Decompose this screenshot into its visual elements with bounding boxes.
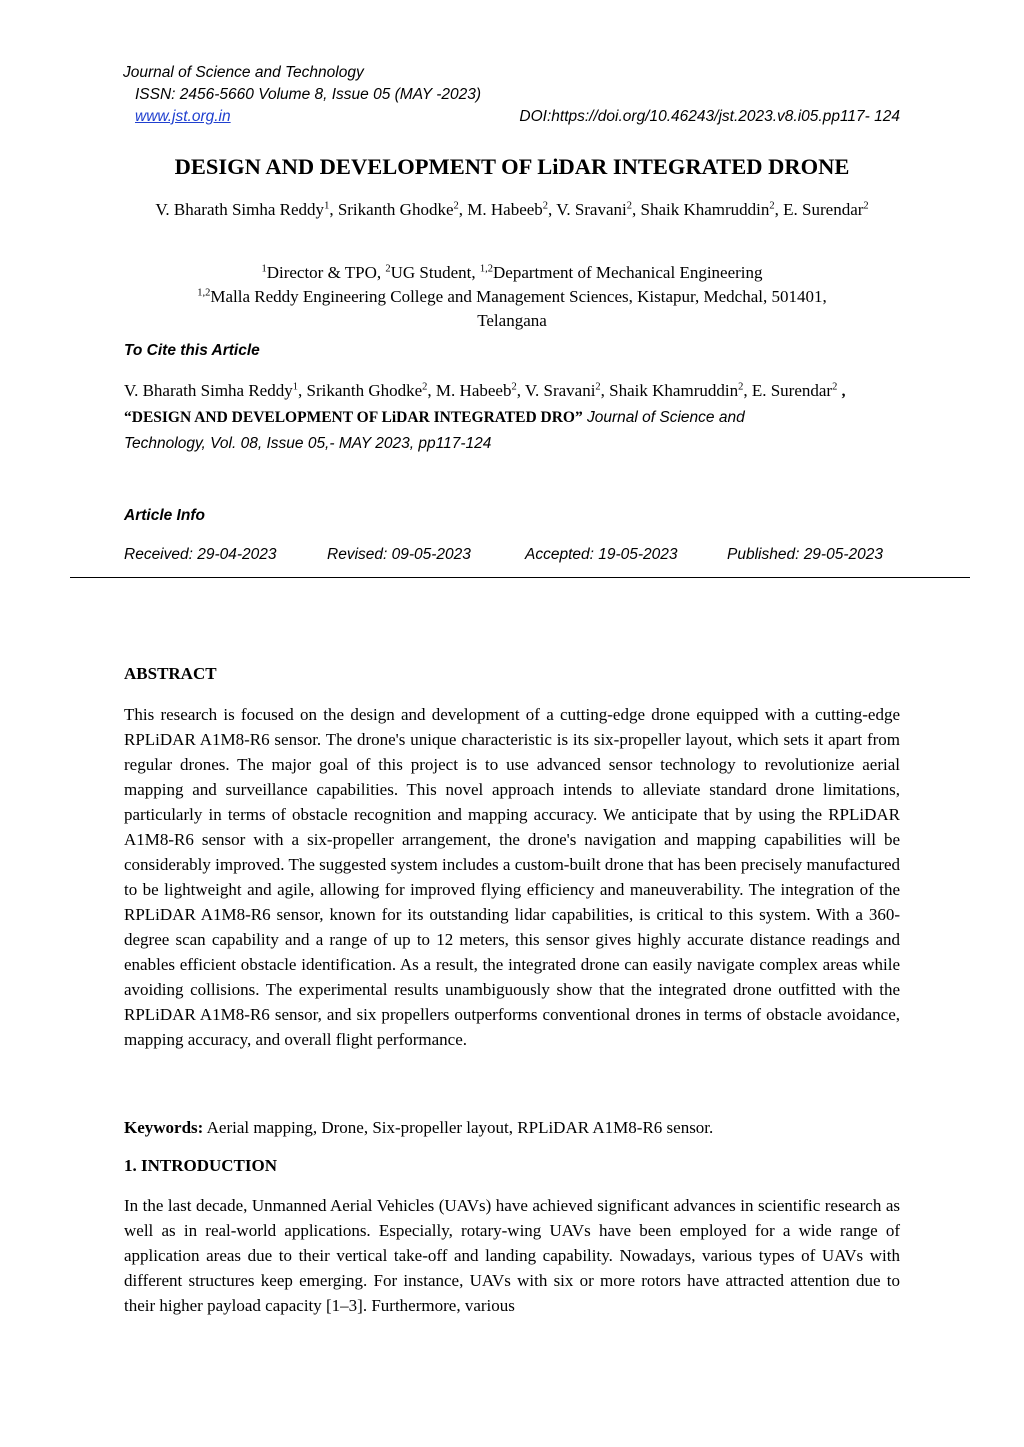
introduction-text: In the last decade, Unmanned Aerial Vehicles (UAVs) have achieved significant advances in scientific research as well as in real-world applications. Especially, rotary-wing UAVs have been employed for a wide range of application areas due to their vertical take-off and landing capability. Nowadays, various types of UAVs with different structures keep emerging. For instance, UAVs with six or more rotors have attracted attention due to their higher payload capacity [1–3]. Furthermore, various <box>124 1196 900 1315</box>
author-sup: 2 <box>738 381 744 393</box>
published-date: Published: 29-05-2023 <box>727 546 883 563</box>
author-name: V. Sravani <box>556 200 627 219</box>
author-name: Srikanth Ghodke <box>306 381 423 400</box>
author-name: E. Surendar <box>783 200 864 219</box>
journal-header <box>123 62 900 128</box>
cite-journal-details: Technology, Vol. 08, Issue 05,- MAY 2023, pp117-124 <box>124 435 492 452</box>
journal-doi: DOI:https://doi.org/10.46243/jst.2023.v8.i05.pp117- 124 <box>519 108 900 125</box>
role-student: UG Student, <box>390 263 480 282</box>
introduction-heading: 1. INTRODUCTION <box>124 1156 278 1175</box>
author-sup: 2 <box>832 381 838 393</box>
affiliation-sup: 1,2 <box>479 263 493 275</box>
author-sup: 2 <box>542 200 549 212</box>
role-director: Director & TPO, <box>266 263 386 282</box>
cite-heading: To Cite this Article <box>124 342 260 359</box>
author-name: V. Sravani <box>524 381 596 400</box>
affiliation-sup: 1,2 <box>197 287 211 299</box>
affiliation-college <box>140 285 884 309</box>
affiliation-sup: 2 <box>385 263 391 275</box>
cite-title: “DESIGN AND DEVELOPMENT OF LiDAR INTEGRATED DRO” <box>124 409 583 426</box>
author-sup: 1 <box>292 381 298 393</box>
author-sup: 2 <box>863 200 869 212</box>
journal-issn: ISSN: 2456-5660 Volume 8, Issue 05 (MAY -2023) <box>135 86 482 103</box>
affiliation-state: Telangana <box>477 311 547 330</box>
affiliation-roles <box>140 261 884 285</box>
received-date: Received: 29-04-2023 <box>124 546 277 563</box>
abstract-heading: ABSTRACT <box>124 664 217 683</box>
author-name: V. Bharath Simha Reddy <box>155 200 325 219</box>
keywords-label: Keywords: <box>124 1118 204 1137</box>
abstract-text: This research is focused on the design and development of a cutting-edge drone equipped with a cutting-edge RPLiDAR A1M8-R6 sensor. The drone's unique characteristic is its six-propeller layout, which sets it apart from regular drones. The major goal of this project is to use advanced sensor technology to revolutionize aerial mapping and surveillance capabilities. This novel approach intends to alleviate standard drone limitations, particularly in terms of obstacle recognition and mapping accuracy. We anticipate that by using the RPLiDAR A1M8-R6 sensor with a six-propeller arrangement, the drone's navigation and mapping capabilities will be considerably improved. The suggested system includes a custom-built drone that has been precisely manufactured to be lightweight and agile, allowing for improved flying efficiency and maneuverability. The integration of the RPLiDAR A1M8-R6 sensor, known for its outstanding lidar capabilities, is critical to this system. With a 360-degree scan capability and a range of up to 12 meters, this sensor gives highly accurate distance readings and enables efficient obstacle identification. As a result, the integrated drone can easily navigate complex areas while avoiding collisions. The experimental results unambiguously show that the integrated drone outfitted with the RPLiDAR A1M8-R6 sensor, and six propellers outperforms conventional drones in terms of obstacle avoidance, mapping accuracy, and overall flight performance. <box>124 705 900 1049</box>
keywords <box>124 1115 900 1140</box>
author-sup: 1 <box>324 200 330 212</box>
journal-name: Journal of Science and Technology <box>123 64 364 81</box>
author-name: V. Bharath Simha Reddy <box>124 381 293 400</box>
author-name: M. Habeeb <box>435 381 512 400</box>
revised-date: Revised: 09-05-2023 <box>327 546 471 563</box>
article-info-heading: Article Info <box>124 507 205 524</box>
author-name: Srikanth Ghodke <box>337 200 454 219</box>
author-sup: 2 <box>626 200 632 212</box>
keywords-text: Aerial mapping, Drone, Six-propeller layout, RPLiDAR A1M8-R6 sensor. <box>203 1118 714 1137</box>
cite-journal: Journal of Science and <box>587 409 745 426</box>
paper-title: DESIGN AND DEVELOPMENT OF LiDAR INTEGRATED DRONE <box>174 154 850 179</box>
department: Department of Mechanical Engineering <box>493 263 763 282</box>
accepted-date: Accepted: 19-05-2023 <box>525 546 678 563</box>
journal-website-link[interactable]: www.jst.org.in <box>135 108 231 125</box>
author-name: Shaik Khamruddin <box>609 381 739 400</box>
divider <box>70 577 970 578</box>
author-list: V. Bharath Simha Reddy$^1$, Srikanth Ghodke$^2$, M. Habeeb$^2$, V. Sravani$^2$, Shaik Khamruddin$^2$, E. Surendar$^2$ <box>155 200 869 219</box>
author-sup: 2 <box>422 381 428 393</box>
author-sup: 2 <box>769 200 775 212</box>
author-name: Shaik Khamruddin <box>640 200 770 219</box>
author-sup: 2 <box>511 381 517 393</box>
author-name: E. Surendar <box>751 381 833 400</box>
author-sup: 2 <box>453 200 459 212</box>
affiliation-sup: 1 <box>261 263 267 275</box>
author-name: M. Habeeb <box>467 200 543 219</box>
college-line: Malla Reddy Engineering College and Management Sciences, Kistapur, Medchal, 501401, <box>210 287 827 306</box>
author-sup: 2 <box>595 381 601 393</box>
citation: V. Bharath Simha Reddy$^1$, Srikanth Ghodke$^2$, M. Habeeb$^2$, V. Sravani$^2$, Shaik Khamruddin$^2$, E. Surendar$^2$ , “DESIGN AND DEVELOPMENT OF LiDAR INTEGRATED DRO” Journal of Science and Technology, Vol. 08, Issue 05,- MAY 2023, pp117-124 <box>124 381 846 452</box>
